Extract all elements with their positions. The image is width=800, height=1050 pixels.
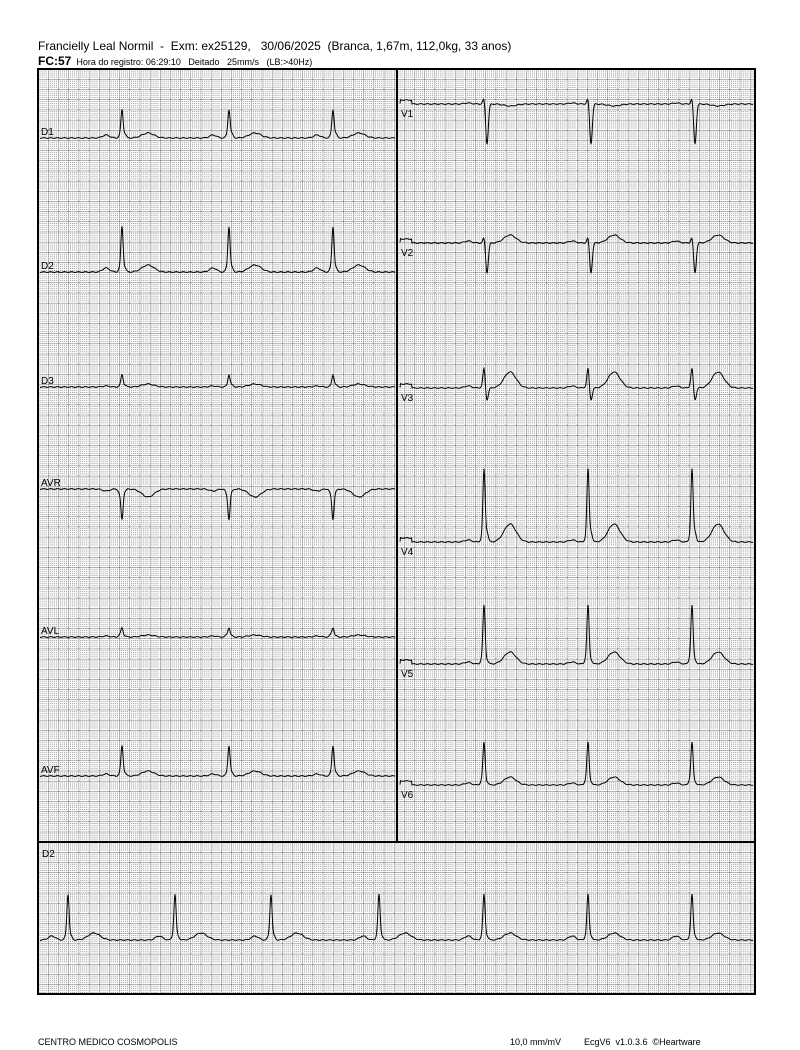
lead-label-d2: D2 xyxy=(41,261,54,272)
lead-label-v5: V5 xyxy=(401,669,414,680)
software-version: EcgV6 v1.0.3.6 ©Heartware xyxy=(584,1037,701,1047)
heart-rate: FC:57 xyxy=(38,54,72,68)
lead-label-d3: D3 xyxy=(41,376,54,387)
clinic-name: CENTRO MEDICO COSMOPOLIS xyxy=(38,1037,178,1047)
rhythm-lead-label: D2 xyxy=(42,849,55,860)
lead-label-v3: V3 xyxy=(401,393,414,404)
patient-info-line: Francielly Leal Normil - Exm: ex25129, 30/06/2025 (Branca, 1,67m, 112,0kg, 33 anos) xyxy=(38,39,512,53)
lead-label-v4: V4 xyxy=(401,547,414,558)
lead-label-v2: V2 xyxy=(401,248,414,259)
lead-label-v1: V1 xyxy=(401,109,414,120)
lead-label-v6: V6 xyxy=(401,790,414,801)
lead-label-avf: AVF xyxy=(41,765,60,776)
gain-setting: 10,0 mm/mV xyxy=(510,1037,562,1047)
lead-label-d1: D1 xyxy=(41,127,54,138)
record-details: Hora do registro: 06:29:10 Deitado 25mm/s (LB:>40Hz) xyxy=(76,57,313,67)
lead-label-avl: AVL xyxy=(41,626,60,637)
lead-label-avr: AVR xyxy=(41,478,61,489)
